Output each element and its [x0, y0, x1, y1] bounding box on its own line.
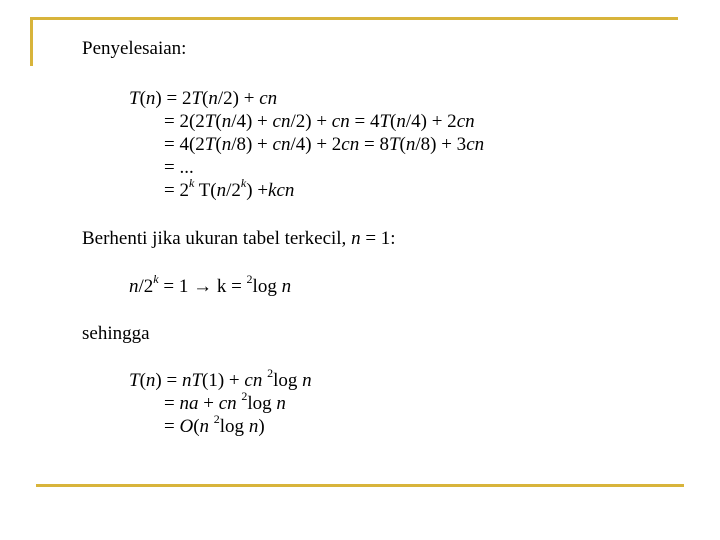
frame-bottom-rule — [36, 484, 684, 487]
k-solution: $n/2^k = 1 \to k = ^2\log$ n — [129, 271, 292, 297]
recurrence-line-5: = $2^k$ $T(n/2^k) +kcn$ — [164, 175, 295, 201]
connector-text: sehingga — [82, 323, 150, 344]
result-line-2: = na + cn $^2$log n — [164, 388, 286, 414]
stop-condition: Berhenti jika ukuran tabel terkecil, n = 1: — [82, 228, 396, 249]
recurrence-line-1: T(n) = 2T(n/2) + cn — [129, 88, 278, 109]
recurrence-line-3: = 4(2T(n/8) + cn/4) + 2cn = 8T(n/8) + 3cn — [164, 134, 485, 155]
recurrence-line-4: = ... — [164, 157, 194, 178]
frame-left-rule — [30, 17, 33, 66]
recurrence-line-2: = 2(2T(n/4) + cn/2) + cn = 4T(n/4) + 2cn — [164, 111, 475, 132]
frame-top-rule — [30, 17, 678, 20]
heading: Penyelesaian: — [82, 38, 187, 59]
result-line-3: = O(n $^2$log n) — [164, 411, 265, 437]
arrow-icon: → — [193, 276, 213, 297]
result-line-1: T(n) = nT(1) + cn $^2$log n — [129, 365, 312, 391]
